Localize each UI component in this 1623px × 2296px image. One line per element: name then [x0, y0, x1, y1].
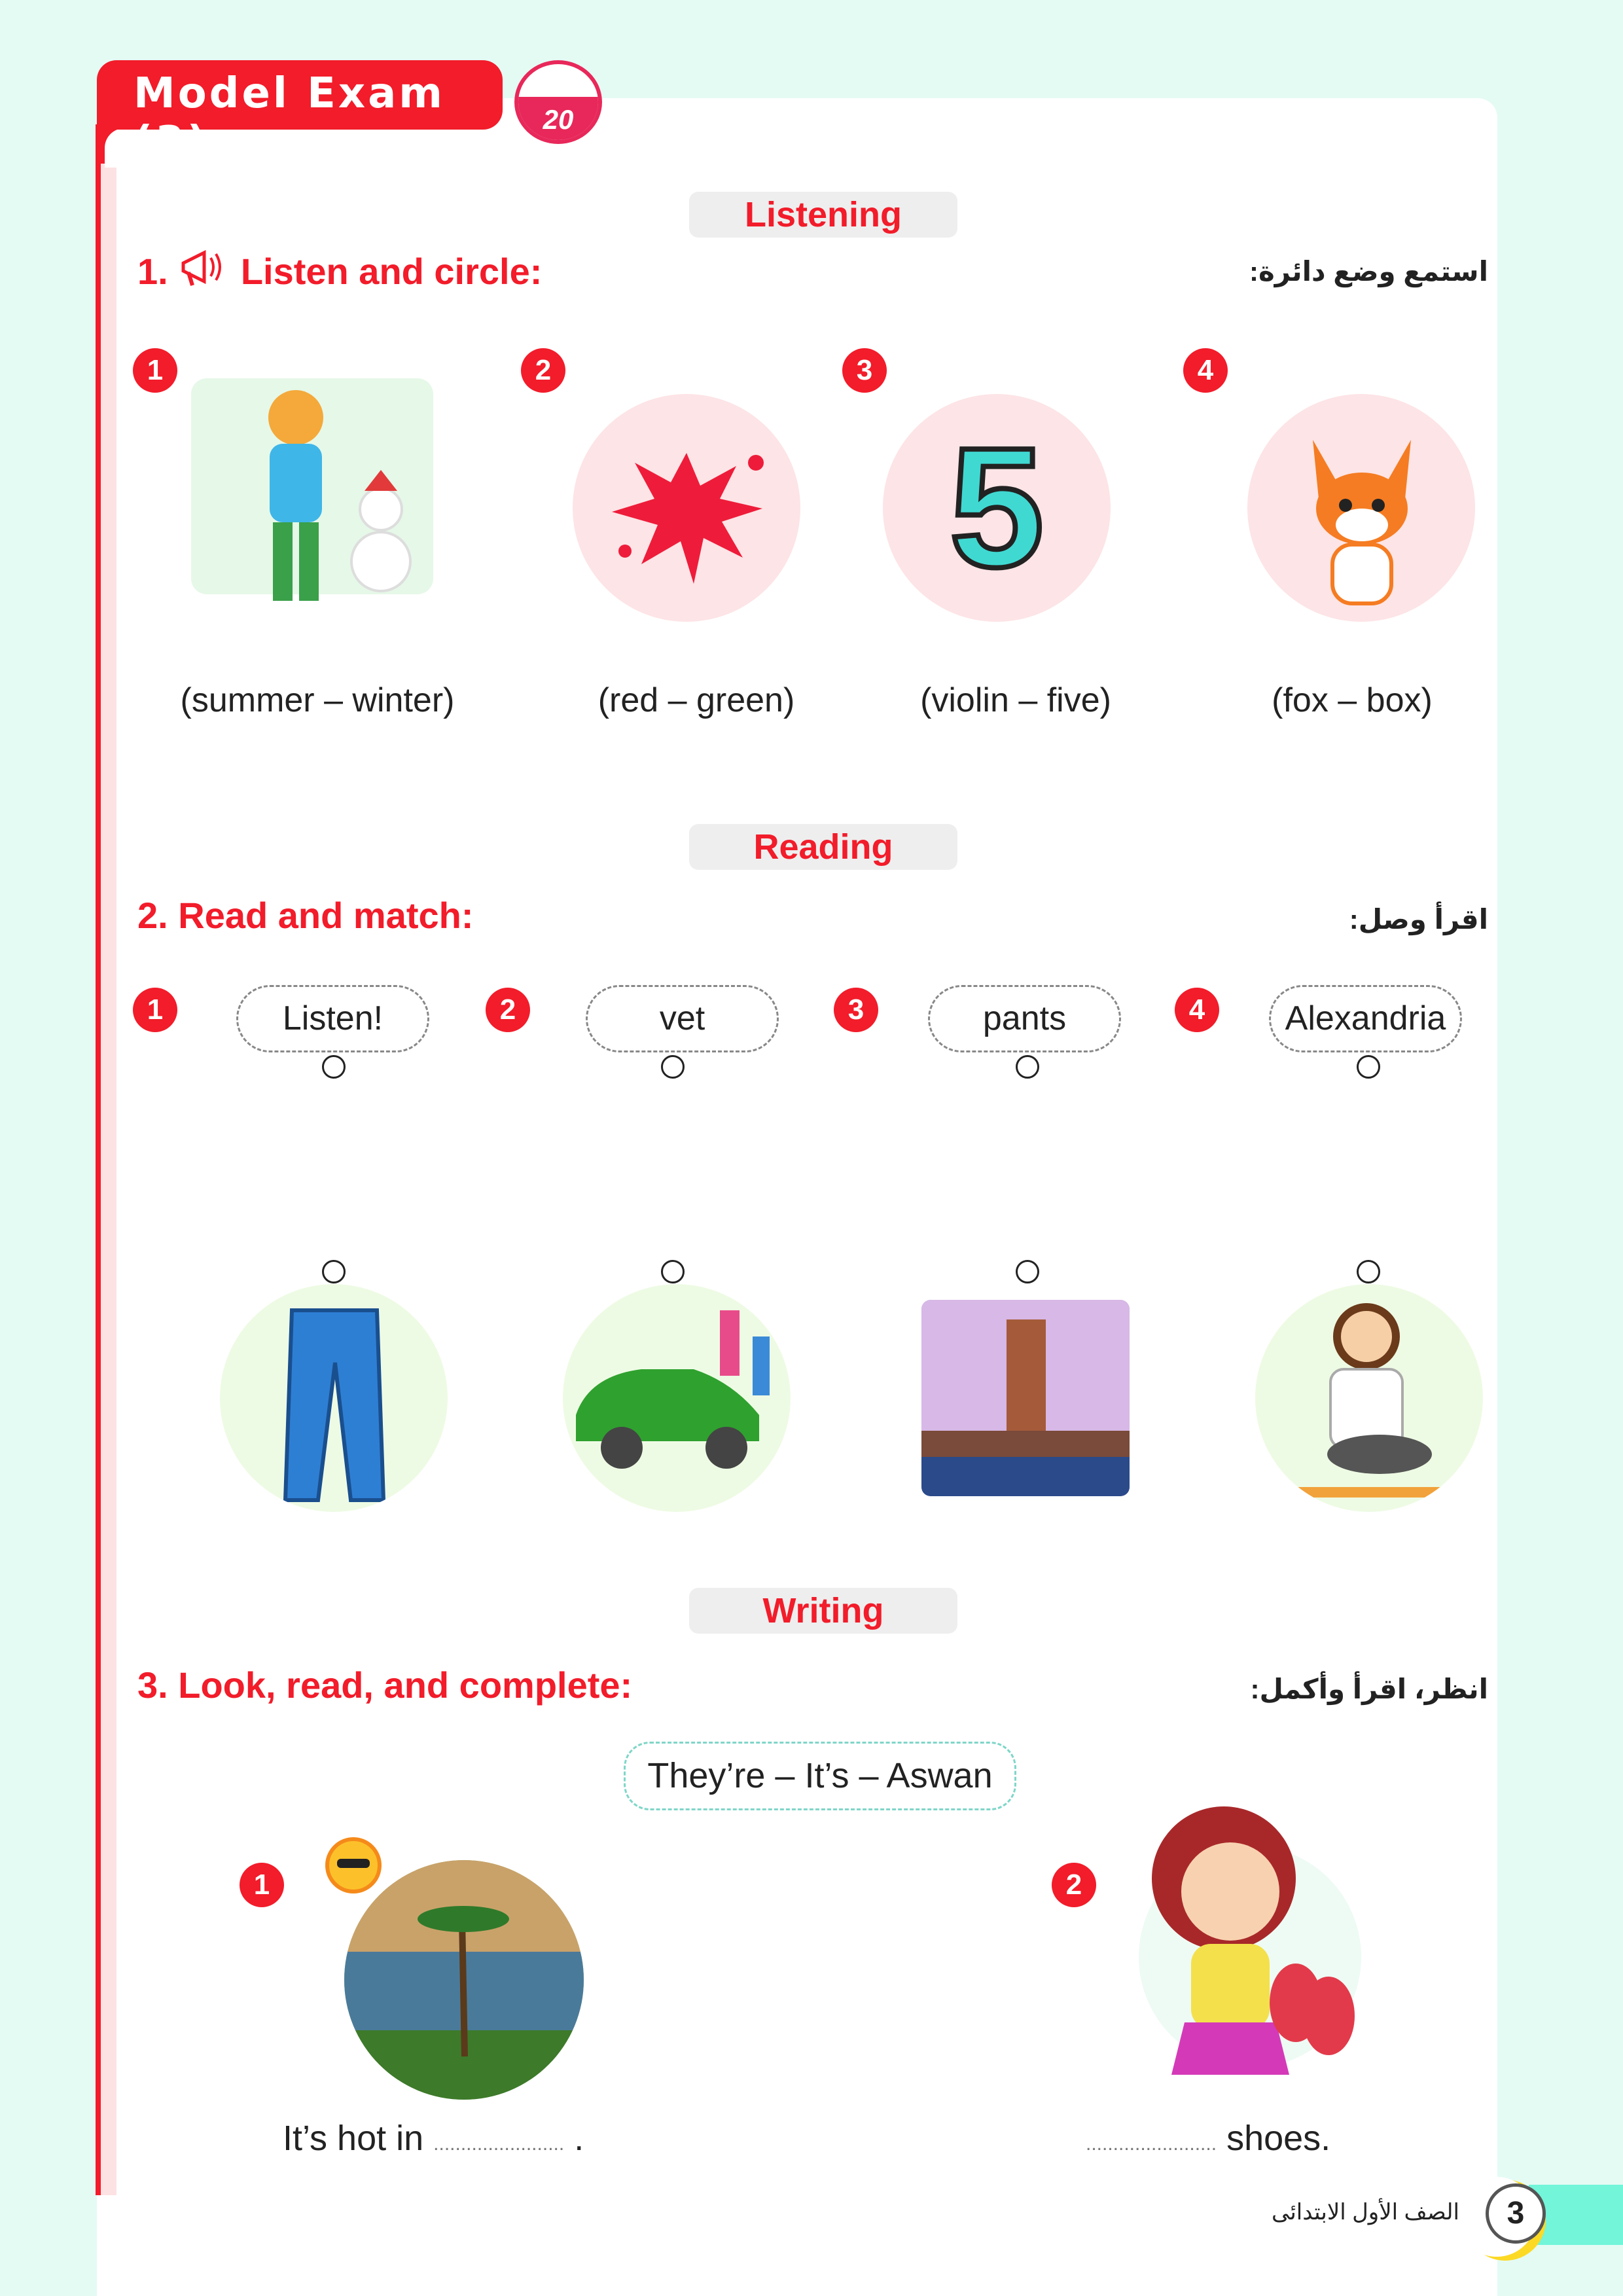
- sentence-2-end: shoes.: [1226, 2119, 1331, 2158]
- q2-badge-1: 1: [133, 988, 177, 1032]
- sentence-1-end: .: [574, 2119, 584, 2158]
- section-listening: Listening: [689, 192, 957, 238]
- match-dot-bottom-3[interactable]: [1016, 1260, 1039, 1283]
- sun-icon: [314, 1826, 393, 1905]
- page-number: 3: [1486, 2183, 1546, 2244]
- match-dot-top-2[interactable]: [661, 1055, 685, 1079]
- q1-badge-3: 3: [842, 348, 887, 393]
- sentence-1: [283, 2118, 584, 2159]
- girl-shoes-image: [1113, 1800, 1374, 2088]
- q1-arabic: استمع وضع دائرة:: [1249, 256, 1488, 287]
- match-dot-top-4[interactable]: [1357, 1055, 1380, 1079]
- five-glyph: 5: [949, 413, 1044, 603]
- q1-number: 1.: [137, 251, 168, 292]
- q3-arabic: انظر، اقرأ وأكمل:: [1250, 1674, 1488, 1704]
- match-dot-top-1[interactable]: [322, 1055, 346, 1079]
- sentence-1-text: It’s hot in: [283, 2119, 424, 2158]
- q3-badge-2: 2: [1052, 1863, 1096, 1907]
- winter-boy-image: [191, 378, 433, 594]
- section-reading: Reading: [689, 824, 957, 870]
- q2-badge-4: 4: [1175, 988, 1219, 1032]
- q1-caption-1: (summer – winter): [180, 681, 455, 719]
- word-listen: Listen!: [236, 985, 429, 1052]
- match-dot-top-3[interactable]: [1016, 1055, 1039, 1079]
- exam-title: Model Exam (3): [97, 60, 503, 130]
- section-writing: Writing: [689, 1588, 957, 1634]
- q1-title: [137, 246, 542, 293]
- q1-badge-4: 4: [1183, 348, 1228, 393]
- q2-badge-3: 3: [834, 988, 878, 1032]
- sentence-2: [1086, 2118, 1330, 2159]
- score-badge: [514, 60, 602, 144]
- red-splash-image: [573, 394, 800, 622]
- q1-badge-1: 1: [133, 348, 177, 393]
- side-line: [96, 124, 101, 2195]
- q1-caption-4: (fox – box): [1272, 681, 1433, 719]
- word-vet: vet: [586, 985, 779, 1052]
- q1-caption-3: (violin – five): [920, 681, 1111, 719]
- blank-2[interactable]: ........................: [1086, 2133, 1217, 2155]
- number-five-image: [883, 394, 1111, 622]
- q1-title-text: Listen and circle:: [240, 251, 543, 292]
- match-dot-bottom-4[interactable]: [1357, 1260, 1380, 1283]
- vet-image: [1255, 1284, 1483, 1512]
- q3-badge-1: 1: [240, 1863, 284, 1907]
- q2-arabic: اقرأ وصل:: [1349, 904, 1488, 935]
- side-strip: [101, 131, 116, 2195]
- alexandria-image: [921, 1300, 1130, 1496]
- car-image: [563, 1284, 791, 1512]
- blank-1[interactable]: ........................: [433, 2133, 565, 2155]
- score-value: 20: [518, 97, 598, 140]
- pants-image: [220, 1284, 448, 1512]
- fox-image: [1247, 394, 1475, 622]
- grade-label: الصف الأول الابتدائى: [1272, 2200, 1459, 2225]
- match-dot-bottom-1[interactable]: [322, 1260, 346, 1283]
- word-bank: They’re – It’s – Aswan: [624, 1742, 1016, 1810]
- megaphone-icon: [178, 246, 230, 288]
- q1-caption-2: (red – green): [597, 681, 795, 719]
- match-dot-bottom-2[interactable]: [661, 1260, 685, 1283]
- word-alexandria: Alexandria: [1269, 985, 1462, 1052]
- q1-badge-2: 2: [521, 348, 565, 393]
- word-pants: pants: [928, 985, 1121, 1052]
- q2-title: 2. Read and match:: [137, 895, 474, 936]
- q3-title: 3. Look, read, and complete:: [137, 1664, 633, 1706]
- q2-badge-2: 2: [486, 988, 530, 1032]
